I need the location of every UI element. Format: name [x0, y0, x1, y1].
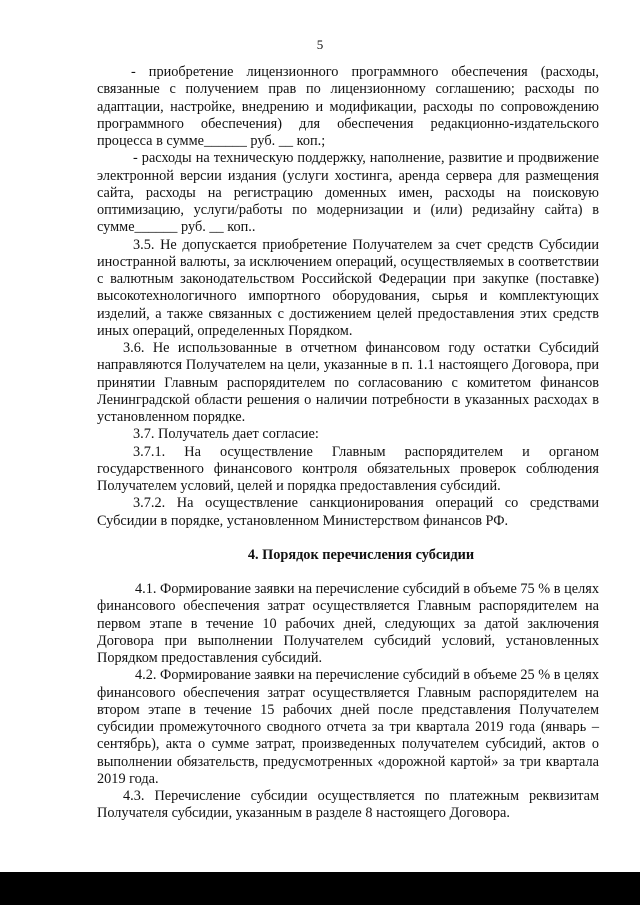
paragraph-4-3: 4.3. Перечисление субсидии осуществляется по платежным реквизитам Получателя субсидии, указанным в разделе 8 настоящего Договора.: [97, 788, 599, 822]
document-body: [97, 64, 599, 823]
paragraph-3-5: 3.5. Не допускается приобретение Получателем за счет средств Субсидии иностранной валюты, за исключением операций, осуществляемых в соответствии с валютным законодательством Российской Федерации при закупке (поставке) высокотехнологичного импортного оборудования, сырья и комплектующих изделий, а также связанных с достижением целей предоставления этих средств иных операций, определенных Порядком.: [97, 236, 599, 339]
section-heading: 4. Порядок перечисления субсидии: [247, 546, 475, 563]
paragraph-4-2: 4.2. Формирование заявки на перечисление субсидий в объеме 25 % в целях финансового обеспечения затрат осуществляется Главным распорядителем на втором этапе в течение 15 рабочих дней после представления Получателем субсидии промежуточного сводного отчета за три квартала 2019 года (январь – сентябрь), акта о сумме затрат, произведенных получателем субсидий, актов о выполнении обязательств, предусмотренных «дорожной картой» за три квартала 2019 года.: [97, 667, 599, 787]
paragraph-3-7: 3.7. Получатель дает согласие:: [133, 426, 319, 443]
page-number: 5: [316, 37, 324, 52]
scan-bottom-border: [0, 872, 640, 905]
paragraph-software-license: - приобретение лицензионного программного обеспечения (расходы, связанные с получением прав по лицензионному соглашению; расходы по адаптации, настройке, внедрению и модификации, расходы по сопровождению программного обеспечения) для обеспечения редакционно-издательского процесса в сумме______ руб. __ коп.;: [97, 64, 599, 149]
paragraph-3-7-2: 3.7.2. На осуществление санкционирования операций со средствами Субсидии в порядке, установленном Министерством финансов РФ.: [97, 495, 599, 529]
paragraph-3-7-1: 3.7.1. На осуществление Главным распорядителем и органом государственного финансового контроля обязательных проверок соблюдения Получателем условий, целей и порядка предоставления субсидий.: [97, 443, 599, 494]
paragraph-website-support: - расходы на техническую поддержку, наполнение, развитие и продвижение электронной версии издания (услуги хостинга, аренда сервера для размещения сайта, расходы на регистрацию доменных имен, расходы на поисковую оптимизацию, услуги/работы по модернизации и (или) редизайну сайта) в сумме______ руб. __ коп..: [97, 150, 599, 236]
paragraph-3-6: 3.6. Не использованные в отчетном финансовом году остатки Субсидий направляются Получателем на цели, указанные в п. 1.1 настоящего Договора, при принятии Главным распорядителем по согласованию с комитетом финансов Ленинградской области решения о наличии потребности в указанных расходах в установленном порядке.: [97, 340, 599, 425]
paragraph-4-1: 4.1. Формирование заявки на перечисление субсидий в объеме 75 % в целях финансового обеспечения затрат осуществляется Главным распорядителем на первом этапе в течение 10 рабочих дней, следующих за датой заключения Договора при выполнении Получателем субсидий условий, установленных Порядком предоставления субсидий.: [97, 581, 599, 666]
